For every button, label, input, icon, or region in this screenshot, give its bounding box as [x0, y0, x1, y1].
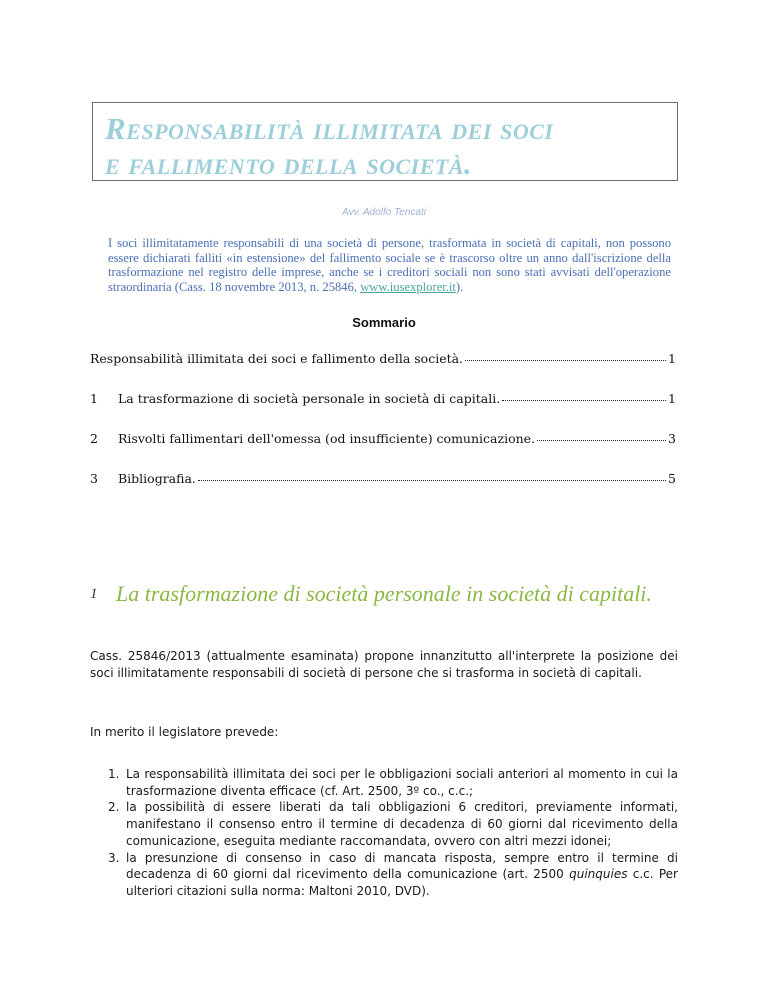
- numbered-list: [108, 766, 678, 900]
- toc-entry[interactable]: [90, 431, 676, 446]
- body-paragraph: In merito il legislatore prevede:: [90, 725, 279, 739]
- body-paragraph: Cass. 25846/2013 (attualmente esaminata) propone innanzitutto all'interprete la posizione dei soci illimitatamente responsabili di società di persone che si trasforma in società di capitali.: [90, 649, 678, 680]
- toc-entry-number: 2: [90, 431, 98, 446]
- list-item: [108, 799, 678, 849]
- list-item-number: 3.: [108, 850, 120, 865]
- section-title: La trasformazione di società personale in società di capitali.: [116, 581, 652, 606]
- list-item-number: 1.: [108, 767, 120, 781]
- toc-entry[interactable]: [90, 391, 676, 406]
- list-item-text-a: la presunzione di consenso in caso di mancata risposta, sempre entro il termine di decadenza di 60 giorni dal ricevimento della comunicazione (art. 2500: [126, 850, 678, 882]
- summary-heading: Sommario: [352, 315, 416, 330]
- toc-leader-dots: [198, 471, 666, 481]
- list-item-text-b: c.c. Per ulteriori citazioni sulla norma: Maltoni 2010, DVD).: [126, 867, 678, 898]
- toc-leader-dots: [465, 351, 666, 361]
- toc-entry-number: 3: [90, 471, 98, 486]
- abstract-tail: ).: [455, 280, 464, 295]
- list-item-text: La responsabilità illimitata dei soci per le obbligazioni sociali anteriori al momento in cui la trasformazione diventa efficace (cf. Art. 2500, 3º co., c.c.;: [126, 767, 678, 798]
- list-item-text-italic: quinquies: [569, 867, 628, 882]
- list-item: [108, 766, 678, 799]
- toc-entry-page: 1: [668, 391, 676, 406]
- section-number: 1: [90, 586, 98, 602]
- toc-entry[interactable]: [90, 351, 676, 366]
- toc-entry-page: 5: [668, 471, 676, 486]
- title-line-2: e fallimento della società.: [105, 146, 473, 181]
- toc-entry-number: 1: [90, 391, 98, 406]
- title-line-1: Responsabilità illimitata dei soci: [105, 111, 554, 146]
- list-item-text: [126, 850, 678, 900]
- section-heading: [90, 580, 690, 607]
- abstract-link[interactable]: www.iusexplorer.it: [360, 280, 456, 295]
- document-title-box: [92, 102, 678, 181]
- list-item: [108, 850, 678, 900]
- toc-leader-dots: [537, 431, 666, 441]
- toc-leader-dots: [502, 391, 666, 401]
- toc-entry-text: Bibliografia.: [118, 471, 196, 486]
- toc-entry-page: 3: [668, 431, 676, 446]
- author-name: Avv. Adolfo Tencati: [342, 207, 426, 218]
- list-item-number: 2.: [108, 800, 120, 815]
- toc-entry-text: Responsabilità illimitata dei soci e fallimento della società.: [90, 351, 464, 366]
- abstract-text: I soci illimitatamente responsabili di una società di persone, trasformata in società di capitali, non possono essere dichiarati falliti «in estensione» del fallimento sociale se è trascorso oltre un anno dall'iscrizione della trasformazione nel registro delle imprese, anche se i creditori sociali non sono stati avvisati dell'operazione straordinaria (Cass. 18 novembre 2013, n. 25846,: [108, 236, 671, 295]
- toc-entry-text: Risvolti fallimentari dell'omessa (od insufficiente) comunicazione.: [118, 431, 536, 446]
- toc-entry[interactable]: [90, 471, 676, 486]
- toc-entry-page: 1: [668, 351, 676, 366]
- abstract: [108, 236, 671, 295]
- toc-entry-text: La trasformazione di società personale in società di capitali.: [118, 391, 501, 406]
- list-item-text: la possibilità di essere liberati da tali obbligazioni 6 creditori, previamente informati, manifestano il consenso entro il termine di decadenza di 60 giorni dal ricevimento della comunicazione, eseguita mediante raccomandata, ovvero con altri mezzi idonei;: [126, 800, 678, 848]
